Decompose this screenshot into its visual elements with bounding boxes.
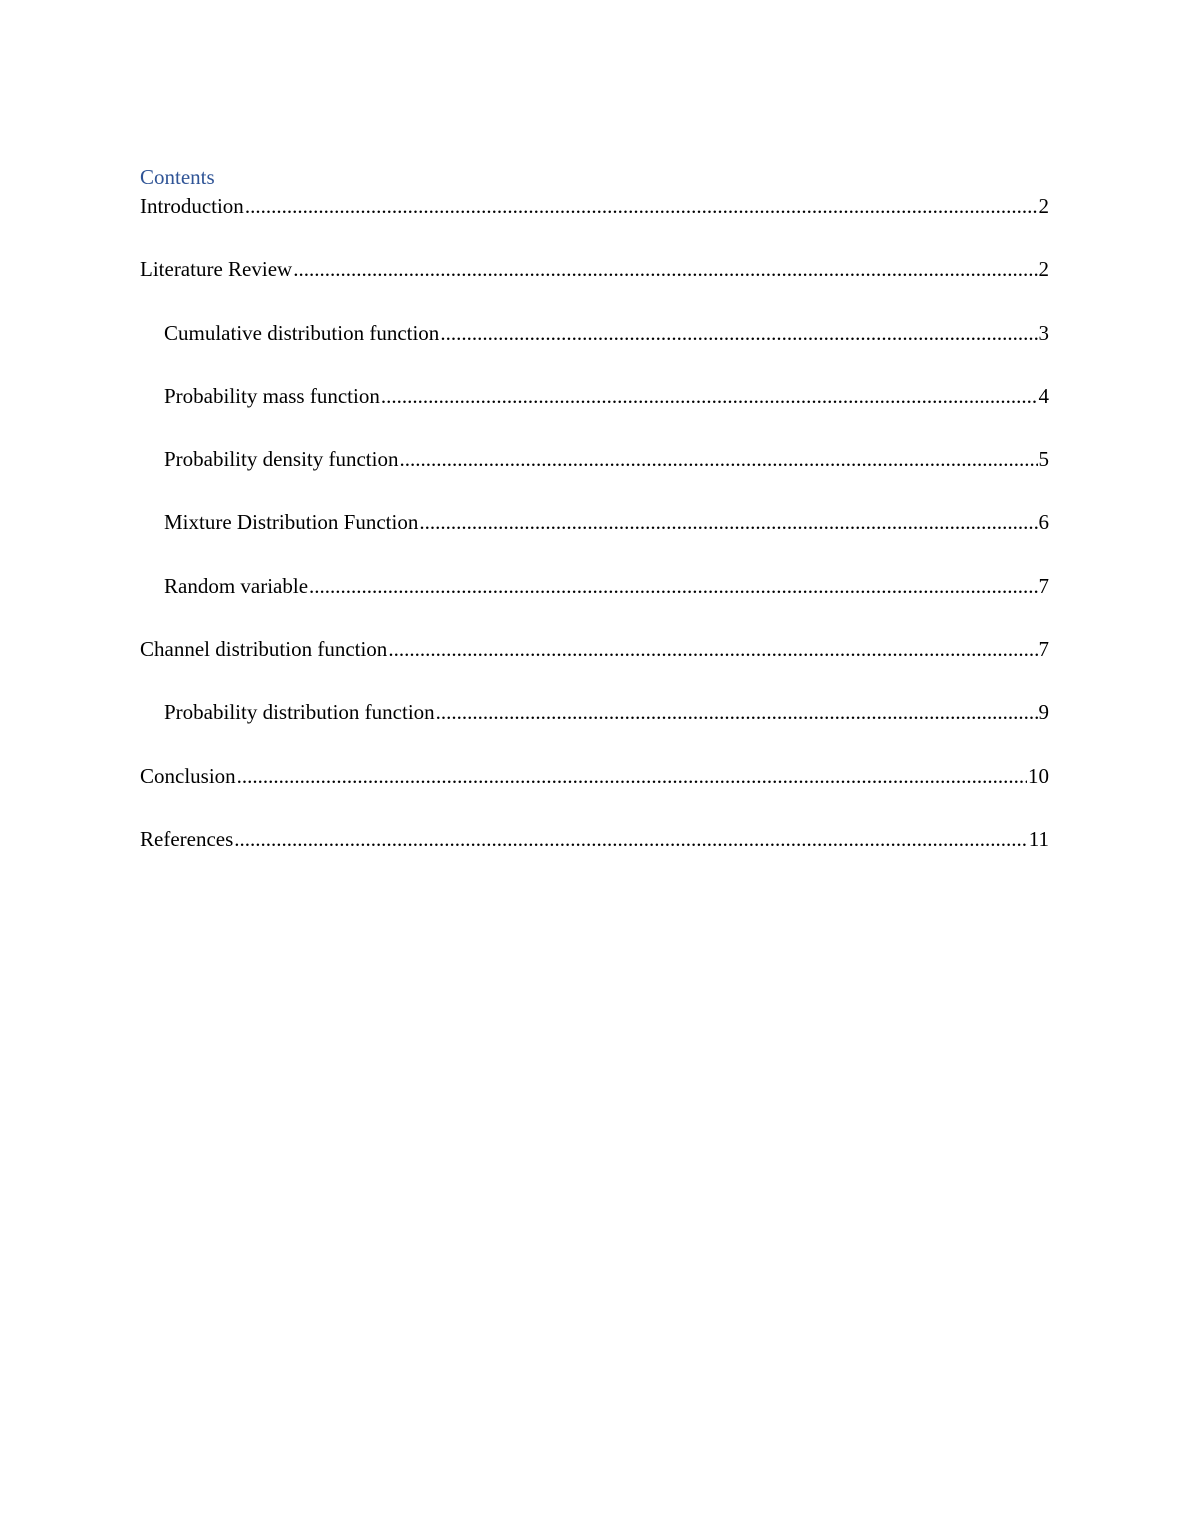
toc-entry-title: Cumulative distribution function (164, 320, 440, 345)
toc-entry-page: 9 (1038, 700, 1049, 725)
toc-entry-references[interactable] (140, 824, 1049, 854)
toc-entry-page: 7 (1038, 573, 1049, 598)
table-of-contents (140, 163, 1049, 887)
toc-entry-page: 10 (1028, 763, 1049, 788)
toc-dot-leader (237, 761, 1027, 791)
toc-entry-probability-density-function[interactable] (140, 444, 1049, 474)
toc-entry-title: Literature Review (140, 257, 293, 282)
toc-dot-leader (234, 824, 1027, 854)
toc-entry-introduction[interactable] (140, 191, 1049, 221)
toc-dot-leader (293, 254, 1037, 284)
toc-list (140, 191, 1049, 854)
toc-dot-leader (440, 318, 1037, 348)
toc-entry-title: Probability distribution function (164, 700, 435, 725)
toc-entry-random-variable[interactable] (140, 571, 1049, 601)
toc-entry-page: 2 (1038, 194, 1049, 218)
toc-dot-leader (388, 634, 1037, 664)
toc-dot-leader (419, 507, 1037, 537)
toc-dot-leader (245, 191, 1038, 221)
toc-entry-title: Introduction (140, 194, 244, 218)
toc-entry-channel-distribution-function[interactable] (140, 634, 1049, 664)
toc-entry-probability-mass-function[interactable] (140, 381, 1049, 411)
toc-entry-page: 7 (1038, 637, 1049, 662)
toc-dot-leader (436, 697, 1038, 727)
toc-entry-page: 5 (1038, 447, 1049, 472)
toc-entry-title: Random variable (164, 573, 309, 598)
toc-heading: Contents (140, 165, 215, 189)
toc-entry-title: Conclusion (140, 763, 236, 788)
toc-entry-title: Channel distribution function (140, 637, 388, 662)
toc-entry-mixture-distribution-function[interactable] (140, 507, 1049, 537)
toc-entry-page: 2 (1038, 257, 1049, 282)
toc-entry-title: Mixture Distribution Function (164, 510, 419, 535)
toc-entry-cumulative-distribution-function[interactable] (140, 318, 1049, 348)
toc-dot-leader (381, 381, 1038, 411)
toc-entry-page: 6 (1038, 510, 1049, 535)
toc-entry-page: 11 (1028, 826, 1049, 851)
toc-entry-page: 4 (1038, 383, 1049, 408)
toc-entry-conclusion[interactable] (140, 761, 1049, 791)
toc-entry-literature-review[interactable] (140, 254, 1049, 284)
toc-entry-page: 3 (1038, 320, 1049, 345)
toc-dot-leader (309, 571, 1037, 601)
toc-dot-leader (399, 444, 1037, 474)
toc-entry-probability-distribution-function[interactable] (140, 697, 1049, 727)
toc-entry-title: References (140, 826, 234, 851)
toc-entry-title: Probability mass function (164, 383, 380, 408)
toc-entry-title: Probability density function (164, 447, 399, 472)
